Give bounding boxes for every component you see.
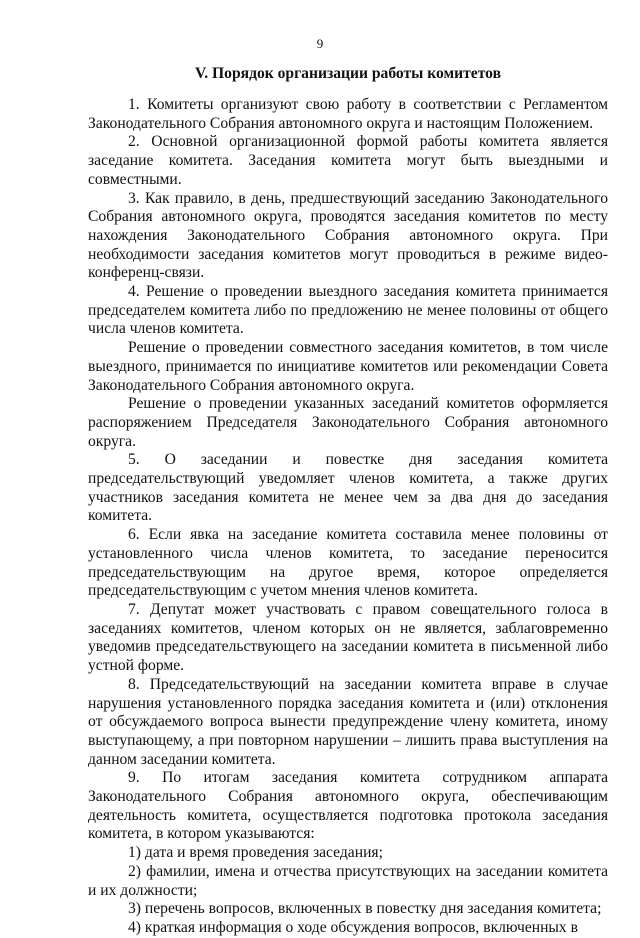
paragraph-1: 1. Комитеты организуют свою работу в соответствии с Регламентом Законодательного Собрания автономного округа и настоящим Положением. xyxy=(88,96,608,132)
list-item-3: 3) перечень вопросов, включенных в повестку дня заседания комитета; xyxy=(128,900,602,918)
paragraph-7: 7. Депутат может участвовать с правом совещательного голоса в заседаниях комитетов, членом которых он не является, заблаговременно уведомив председательствующего на заседании комитета в письменной либо устной форме. xyxy=(88,600,608,675)
paragraph-8: 8. Председательствующий на заседании комитета вправе в случае нарушения установленного порядка заседания комитета и (или) отклонения от обсуждаемого вопроса вынести предупреждение члену комитета, иному выступающему, а при повторном нарушении – лишить права выступления на данном заседании комитета. xyxy=(88,675,608,768)
paragraph-6: 6. Если явка на заседание комитета составила менее половины от установленного числа членов комитета, то заседание переносится председательствующим на другое время, которое определяется председательствующим с учетом мнения членов комитета. xyxy=(88,526,608,600)
list-item-2: 2) фамилии, имена и отчества присутствующих на заседании комитета и их должности; xyxy=(88,862,608,899)
paragraph-4-joint-meetings: Решение о проведении совместного заседания комитетов, в том числе выездного, принимается по инициативе комитетов или рекомендации Совета Законодательного Собрания автономного округа. xyxy=(88,339,608,394)
paragraph-5: 5. О заседании и повестке дня заседания комитета председательствующий уведомляет членов комитета, а также других участников заседания комитета не менее чем за два дня до заседания комитета. xyxy=(88,451,608,525)
paragraph-4-decision-form: Решение о проведении указанных заседаний комитетов оформляется распоряжением Председателя Законодательного Собрания автономного округа. xyxy=(88,395,608,450)
paragraph-2: 2. Основной организационной формой работы комитета является заседание комитета. Заседания комитета могут быть выездными и совместными. xyxy=(88,133,608,188)
page-number: 9 xyxy=(316,36,324,51)
paragraph-4: 4. Решение о проведении выездного заседания комитета принимается председателем комитета либо по предложению не менее половины от общего числа членов комитета. xyxy=(88,283,608,338)
paragraph-9: 9. По итогам заседания комитета сотрудником аппарата Законодательного Собрания автономного округа, обеспечивающим деятельность комитета, осуществляется подготовка протокола заседания комитета, в котором указываются: xyxy=(88,769,608,843)
list-item-1: 1) дата и время проведения заседания; xyxy=(128,844,383,862)
paragraph-3: 3. Как правило, в день, предшествующий заседанию Законодательного Собрания автономного округа, проводятся заседания комитетов по месту нахождения Законодательного Собрания автономного округа. При необходимости заседания комитетов могут проводиться в режиме видео-конференц-связи. xyxy=(88,189,608,282)
section-title: V. Порядок организации работы комитетов xyxy=(194,65,502,82)
list-item-4: 4) краткая информация о ходе обсуждения вопросов, включенных в xyxy=(128,918,578,936)
document-body xyxy=(88,96,608,938)
